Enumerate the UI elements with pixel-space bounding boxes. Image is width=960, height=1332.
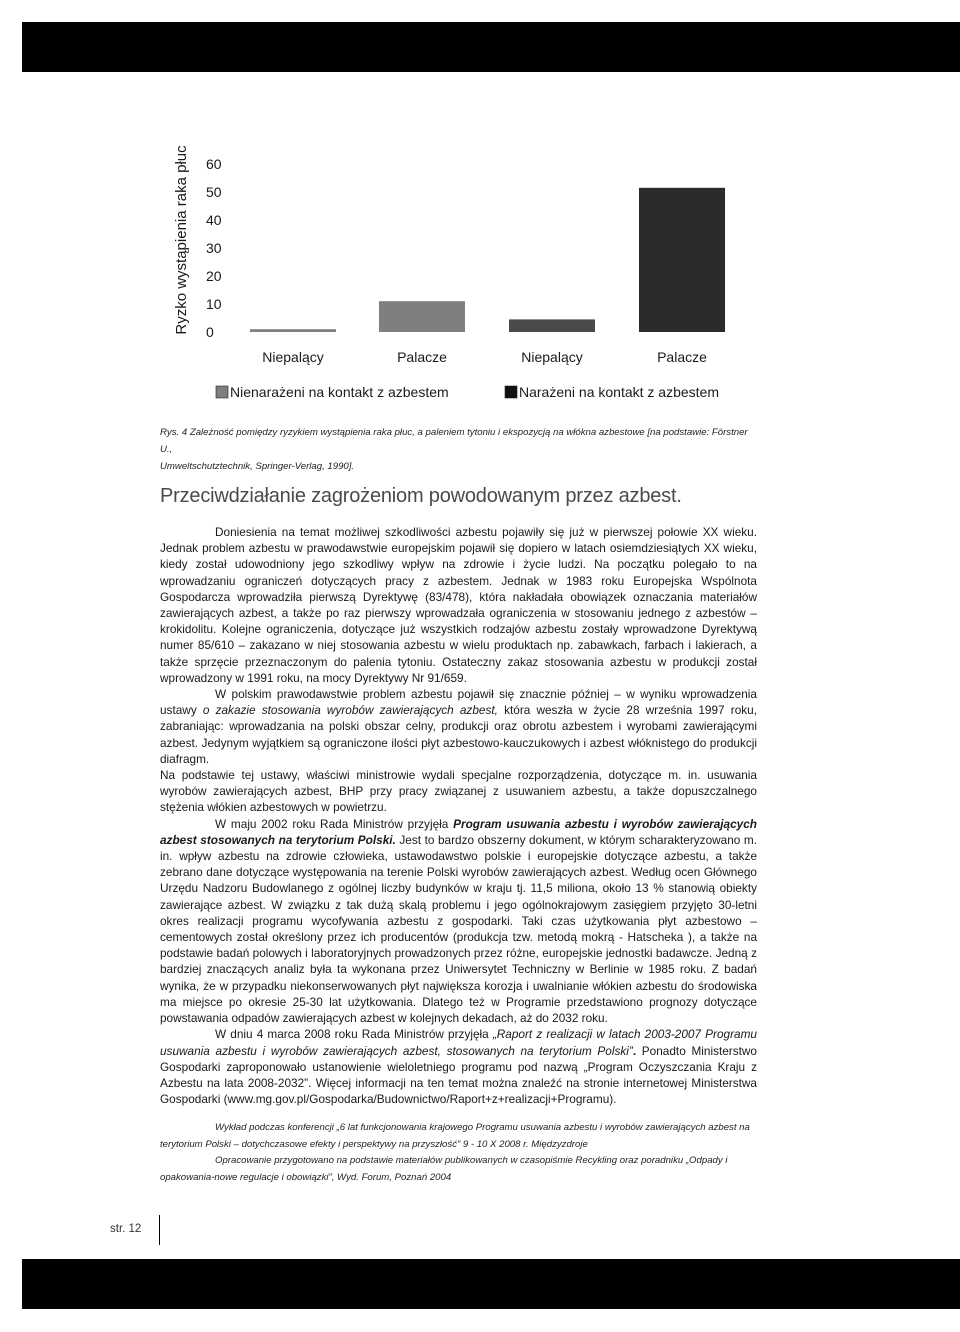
p2-law-title: o zakazie stosowania wyrobów zawierających azbest, [202,703,498,718]
p4-text-c: Jest to bardzo obszerny dokument, w którym scharakteryzowano m. in. wpływ azbestu na zdrowie człowieka, ustawodawstwo polskie i europejskie dotyczące azbestu, a także zebrano dane dotyczące występowania na terenie Polski wyrobów zawierających azbest. Według ocen Głównego Urzędu Nadzoru Budowlanego z ogólnej liczby budynków w kraju tj. 11,5 miliona, około 13 % stanowią obiekty zawierające azbest. W związku z tak dużą skalą problemu i jego ogólnokrajowym zasięgiem przyjęto 30-letni okres realizacji programu wycofywania azbestu z gospodarki. Taki czas użytkowania płyt azbestowo –cementowych został określony przez ich producentów (produkcja tzw. metodą mokrą - Hatscheka ), a także na podstawie badań polowych i laboratoryjnych prowadzonych przez różne, europejskie jednostki badawcze. Jedną z bardziej znaczących analiz była ta wykonana przez Uniwersytet Techniczny w Berlinie w 1985 roku. Z badań wynika, że w przypadku niekonserwowanych płyt największa korozja i uwalnianie włókien azbestu do środowiska ma miejsce po okresie 25-30 lat użytkowania. Dlatego też w Programie przedstawiono prognozy dotyczące powstawania odpadów zawierających azbest w kolejnych dekadach, aż do 2032 roku. [160,832,757,1026]
legend-label: Narażeni na kontakt z azbestem [519,384,719,400]
y-tick-label: 60 [206,156,222,172]
p2-text-a: W polskim prawodawstwie problem azbestu pojawił się znacznie później – w wyniku wprowadzenia ustawy [160,687,757,718]
x-category-label: Palacze [397,349,447,365]
page-number-divider [159,1215,160,1245]
bar-2 [379,301,465,332]
paragraph-3: Na podstawie tej ustawy, właściwi ministrowie wydali specjalne rozporządzenia, dotyczące m. in. usuwania wyrobów zawierających azbest, BHP przy pracy związanej z usuwaniem azbestu, a także dopuszczalnego stężenia włókien azbestowych w powietrzu. [160,768,757,815]
y-tick-label: 20 [206,268,222,284]
p5-report-title: „Raport z realizacji w latach 2003-2007 Programu usuwania azbestu i wyrobów zawierających azbest, stosowanych na terytorium Polski” [160,1027,757,1058]
page-number: str. 12 [110,1223,142,1235]
caption-line-2: Umweltschutztechnik, Springer-Verlag, 1990]. [160,461,355,472]
p4-text-a: W maju 2002 roku Rada Ministrów przyjęła [215,816,454,831]
y-tick-label: 0 [206,324,214,340]
paragraph-1: Doniesienia na temat możliwej szkodliwości azbestu pojawiły się już w pierwszej połowie XX wieku. Jednak problem azbestu w prawodawstwie europejskim pojawił się dopiero w latach osiemdziesiątych XX wieku, kiedy został udowodniony jego szkodliwy wpływ na zdrowie i życie ludzi. Na początku polegało to na wprowadzaniu ograniczeń dotyczących pracy z azbestem. Jednak w 1983 roku Europejska Wspólnota Gospodarcza wprowadziła pierwszą Dyrektywę (83/478), która nakładała obowiązek oznaczania materiałów zawierających azbest, a także po raz pierwszy wprowadzała ograniczenia w stosowaniu jednego z azbestów – krokidolitu. Kolejne ograniczenia, dotyczące już wszystkich rodzajów azbestu zostały wprowadzone Dyrektywą numer 85/610 – zakazano w niej stosowania azbestu w wielu produktach np. zabawkach, farbach i lakierach, a także sprzęcie przeznaczonym do palenia tytoniu. Ostateczny zakaz stosowania azbestu w produkcji został wprowadzony w 1991 roku, na mocy Dyrektywy Nr 91/659. [160,525,757,685]
footnote [160,1120,757,1186]
footer-bar [22,1259,960,1309]
paragraph-2 [160,686,757,767]
x-category-label: Niepalący [262,349,324,365]
caption-line-1: Rys. 4 Zależność pomiędzy ryzykiem wystąpienia raka płuc, a paleniem tytoniu i ekspozycją na włókna azbestowe [na podstawie: Förstner U., [160,427,748,455]
p5-period: . [632,1043,637,1058]
bar-chart [160,145,760,420]
p2-text-c: która weszła w życie 28 września 1997 roku, zabraniając: wprowadzania na polski obszar celny, produkcji oraz obrotu azbestem i wyrobami zawierającymi azbest. Jedynym wyjątkiem są ograniczone ilości płyt azbestowo-kauczukowych i azbest włóknistego do produkcji diafragm. [160,703,757,766]
legend-swatch [216,386,228,398]
footnote-lecture: Wykład podczas konferencji „6 lat funkcjonowania krajowego Programu usuwania azbestu i wyrobów zawierających azbest na terytorium Polski – dotychczasowe efekty i perspektywy na przyszłość” 9 - 10 X 2008 r. Międzyzdroje [160,1122,750,1150]
p5-text-d: Ponadto Ministerstwo Gospodarki zaproponowało ustanowienie wieloletniego programu pod nazwą „Program Oczyszczania Kraju z Azbestu na lata 2008-2032”. Więcej informacji na ten temat można znaleźć na stronie internetowej Ministerstwa Gospodarki (www.mg.gov.pl/Gospodarka/Budownictwo/Raport+z+realizacji+Programu). [160,1043,757,1107]
y-tick-label: 50 [206,184,222,200]
section-title: Przeciwdziałanie zagrożeniom powodowanym przez azbest. [160,485,682,507]
legend-swatch [505,386,517,398]
paragraph-5 [160,1026,757,1107]
x-category-label: Palacze [657,349,707,365]
y-tick-label: 10 [206,296,222,312]
y-axis-title: Ryzko wystąpienia raka płuc [173,145,190,335]
figure-caption [160,424,760,475]
bar-1 [250,329,336,332]
bar-4 [639,188,725,332]
x-category-label: Niepalący [521,349,583,365]
y-tick-label: 40 [206,212,222,228]
p5-text-a: W dniu 4 marca 2008 roku Rada Ministrów przyjęła [215,1027,493,1042]
article-body [160,524,757,1107]
footnote-source: Opracowanie przygotowano na podstawie materiałów publikowanych w czasopiśmie Recykling oraz poradniku „Odpady i opakowania-nowe regulacje i obowiązki”, Wyd. Forum, Poznań 2004 [160,1155,728,1183]
legend-label: Nienarażeni na kontakt z azbestem [230,384,449,400]
y-tick-label: 30 [206,240,222,256]
header-bar [22,22,960,72]
p4-program-title: Program usuwania azbestu i wyrobów zawierających azbest stosowanych na terytorium Polski. [160,816,758,847]
bar-3 [509,319,595,332]
paragraph-4 [160,816,757,1027]
